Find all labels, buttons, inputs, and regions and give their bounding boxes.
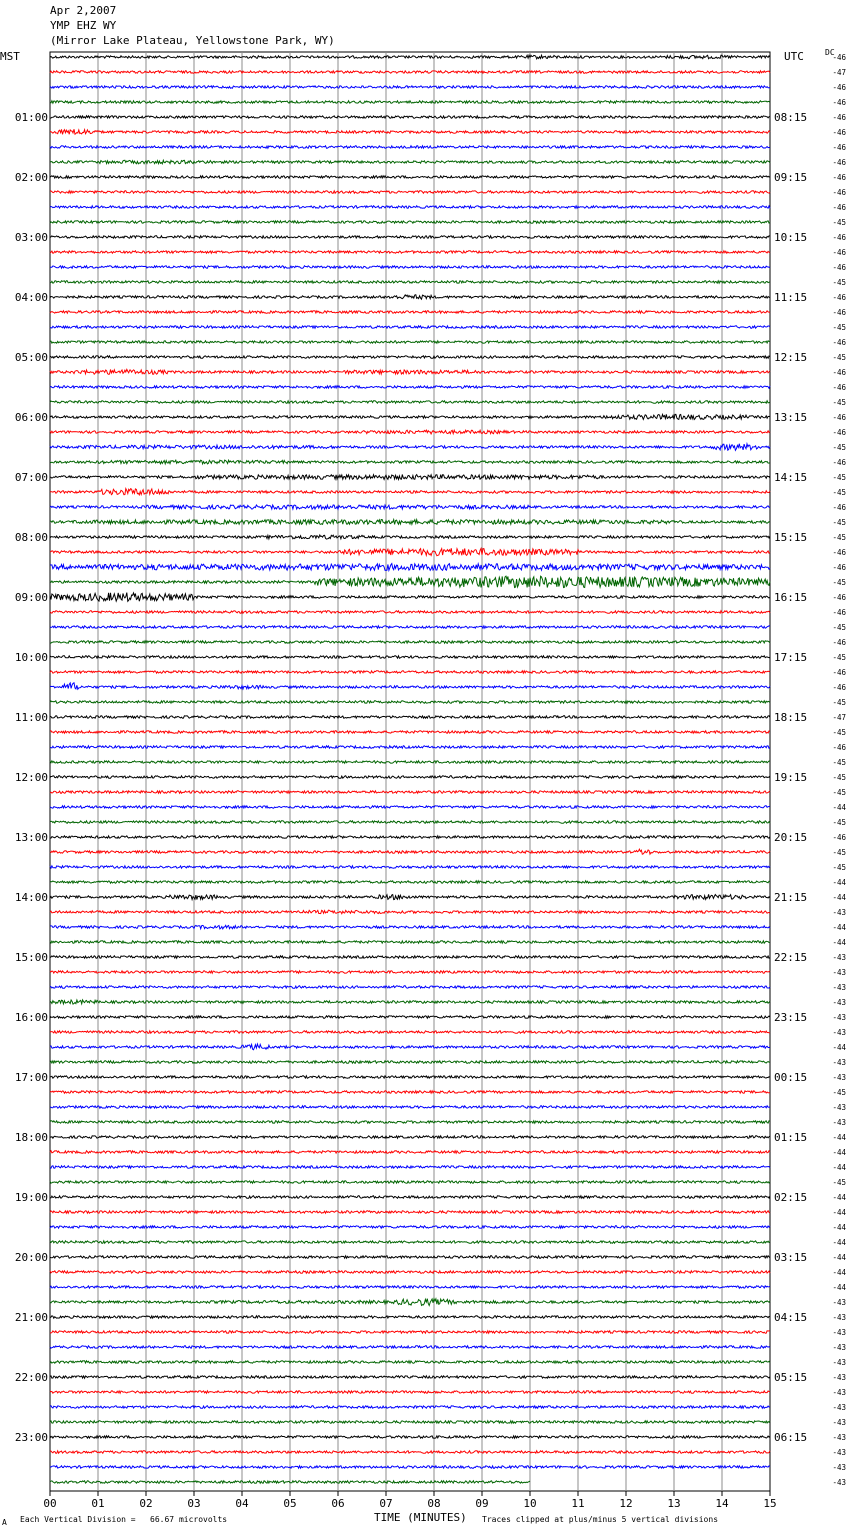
seismic-trace <box>50 369 770 374</box>
x-tick-label: 13 <box>667 1497 681 1510</box>
dc-offset-value: -44 <box>832 1193 846 1202</box>
dc-offset-value: -44 <box>832 1223 846 1232</box>
seismic-trace <box>50 1076 770 1078</box>
seismic-trace <box>50 881 770 883</box>
dc-offset-value: -47 <box>832 68 846 77</box>
dc-offset-value: -43 <box>832 1403 846 1412</box>
dc-offset-value: -44 <box>832 1133 846 1142</box>
mst-hour-label: 05:00 <box>14 351 48 364</box>
seismic-trace <box>50 1331 770 1333</box>
utc-hour-label: 12:15 <box>774 351 808 364</box>
dc-offset-value: -43 <box>832 908 846 917</box>
seismic-trace <box>50 1406 770 1408</box>
x-tick-label: 11 <box>571 1497 585 1510</box>
x-tick-label: 09 <box>475 1497 489 1510</box>
utc-hour-label: 01:15 <box>774 1131 808 1144</box>
utc-hour-label: 09:15 <box>774 171 808 184</box>
seismic-trace <box>50 206 770 208</box>
x-tick-label: 00 <box>43 1497 57 1510</box>
seismic-trace <box>50 806 770 808</box>
seismic-trace <box>50 55 770 59</box>
dc-offset-value: -46 <box>832 158 846 167</box>
dc-offset-value: -46 <box>832 428 846 437</box>
seismic-trace <box>50 295 770 300</box>
dc-offset-value: -43 <box>832 1343 846 1352</box>
seismic-trace <box>50 548 770 555</box>
dc-offset-value: -43 <box>832 1058 846 1067</box>
dc-offset-value: -46 <box>832 383 846 392</box>
utc-hour-label: 02:15 <box>774 1191 808 1204</box>
seismic-trace <box>50 489 770 495</box>
seismic-trace <box>50 71 770 73</box>
dc-offset-value: -47 <box>832 713 846 722</box>
dc-offset-value: -43 <box>832 968 846 977</box>
dc-offset-value: -46 <box>832 743 846 752</box>
dc-offset-value: -44 <box>832 1268 846 1277</box>
seismic-trace <box>50 505 770 509</box>
seismic-trace <box>50 776 770 778</box>
dc-offset-value: -43 <box>832 1118 846 1127</box>
seismic-trace <box>50 1166 770 1168</box>
dc-offset-value: -45 <box>832 218 846 227</box>
utc-hour-label: 22:15 <box>774 951 808 964</box>
dc-offset-value: -45 <box>832 1178 846 1187</box>
seismic-trace <box>50 1286 770 1288</box>
dc-offset-value: -44 <box>832 1283 846 1292</box>
seismic-trace <box>50 1346 770 1348</box>
x-tick-label: 10 <box>523 1497 537 1510</box>
clip-note: Traces clipped at plus/minus 5 vertical divisions <box>482 1515 719 1524</box>
mst-hour-label: 04:00 <box>14 291 48 304</box>
utc-hour-label: 15:15 <box>774 531 808 544</box>
dc-offset-value: -46 <box>832 143 846 152</box>
dc-offset-value: -43 <box>832 1013 846 1022</box>
seismic-trace <box>50 1316 770 1318</box>
dc-offset-value: -44 <box>832 1043 846 1052</box>
dc-offset-value: -44 <box>832 893 846 902</box>
dc-offset-value: -45 <box>832 518 846 527</box>
dc-offset-value: -44 <box>832 923 846 932</box>
seismic-trace <box>50 326 770 328</box>
seismic-trace <box>50 86 770 88</box>
dc-offset-value: -43 <box>832 983 846 992</box>
seismic-trace <box>50 731 770 733</box>
seismic-trace <box>50 866 770 868</box>
station-location: (Mirror Lake Plateau, Yellowstone Park, WY) <box>50 34 335 47</box>
seismic-trace <box>50 791 770 793</box>
seismic-trace <box>50 1196 770 1198</box>
dc-offset-value: -46 <box>832 338 846 347</box>
dc-offset-value: -43 <box>832 1463 846 1472</box>
seismic-trace <box>50 1299 770 1306</box>
dc-offset-value: -46 <box>832 113 846 122</box>
mst-hour-label: 07:00 <box>14 471 48 484</box>
seismic-trace <box>50 986 770 988</box>
seismic-trace <box>50 311 770 313</box>
seismic-trace <box>50 221 770 223</box>
mst-hour-label: 10:00 <box>14 651 48 664</box>
mst-hour-label: 20:00 <box>14 1251 48 1264</box>
seismic-trace <box>50 356 770 358</box>
seismic-trace <box>50 251 770 253</box>
mst-hour-label: 08:00 <box>14 531 48 544</box>
seismic-trace <box>50 671 770 673</box>
seismic-trace <box>50 1226 770 1228</box>
dc-offset-value: -43 <box>832 1478 846 1487</box>
seismic-trace <box>50 836 770 838</box>
mst-hour-label: 01:00 <box>14 111 48 124</box>
seismic-trace <box>50 266 770 268</box>
seismic-trace <box>50 1016 770 1018</box>
dc-offset-value: -46 <box>832 188 846 197</box>
seismic-trace <box>50 1044 770 1050</box>
dc-offset-value: -43 <box>832 1328 846 1337</box>
mst-hour-label: 13:00 <box>14 831 48 844</box>
mst-hour-label: 09:00 <box>14 591 48 604</box>
x-tick-label: 06 <box>331 1497 345 1510</box>
dc-offset-value: -43 <box>832 1388 846 1397</box>
utc-hour-label: 16:15 <box>774 591 808 604</box>
dc-offset-value: -43 <box>832 1358 846 1367</box>
seismic-trace <box>50 611 770 613</box>
seismic-trace <box>50 716 770 718</box>
dc-offset-value: -44 <box>832 1208 846 1217</box>
x-tick-label: 01 <box>91 1497 105 1510</box>
dc-offset-value: -43 <box>832 1103 846 1112</box>
dc-offset-value: -45 <box>832 533 846 542</box>
utc-hour-label: 19:15 <box>774 771 808 784</box>
dc-offset-value: -45 <box>832 1088 846 1097</box>
dc-offset-value: -43 <box>832 953 846 962</box>
mst-hour-label: 19:00 <box>14 1191 48 1204</box>
seismic-trace <box>50 1091 770 1093</box>
mst-hour-label: 11:00 <box>14 711 48 724</box>
seismic-trace <box>50 761 770 763</box>
plot-date: Apr 2,2007 <box>50 4 117 17</box>
dc-offset-value: -45 <box>832 653 846 662</box>
seismic-trace <box>50 535 770 539</box>
seismic-trace <box>50 444 770 451</box>
dc-offset-value: -45 <box>832 623 846 632</box>
seismic-trace <box>50 1211 770 1213</box>
utc-hour-label: 23:15 <box>774 1011 808 1024</box>
seismic-trace <box>50 894 770 899</box>
seismic-trace <box>50 1000 770 1004</box>
dc-offset-value: -44 <box>832 1148 846 1157</box>
mst-hour-label: 02:00 <box>14 171 48 184</box>
dc-offset-value: -44 <box>832 1253 846 1262</box>
utc-hour-label: 20:15 <box>774 831 808 844</box>
dc-offset-value: -43 <box>832 1433 846 1442</box>
x-tick-label: 08 <box>427 1497 441 1510</box>
dc-offset-value: -43 <box>832 1028 846 1037</box>
seismic-trace <box>50 101 770 103</box>
x-tick-label: 04 <box>235 1497 249 1510</box>
seismic-trace <box>50 956 770 958</box>
seismic-trace <box>50 683 770 689</box>
seismic-trace <box>50 146 770 148</box>
dc-offset-value: -46 <box>832 233 846 242</box>
dc-offset-value: -45 <box>832 278 846 287</box>
dc-offset-value: -46 <box>832 368 846 377</box>
dc-offset-value: -46 <box>832 293 846 302</box>
dc-offset-value: -44 <box>832 1238 846 1247</box>
dc-offset-value: -46 <box>832 593 846 602</box>
mst-hour-label: 06:00 <box>14 411 48 424</box>
seismic-trace <box>50 1181 770 1183</box>
seismic-trace <box>50 1061 770 1063</box>
dc-offset-value: -46 <box>832 413 846 422</box>
corner-mark: A <box>2 1518 7 1527</box>
seismic-trace <box>50 1376 770 1378</box>
dc-offset-value: -46 <box>832 683 846 692</box>
seismic-trace <box>50 641 770 643</box>
utc-hour-label: 06:15 <box>774 1431 808 1444</box>
utc-hour-label: 05:15 <box>774 1371 808 1384</box>
dc-offset-value: -46 <box>832 548 846 557</box>
seismic-trace <box>50 1121 770 1123</box>
dc-offset-value: -45 <box>832 473 846 482</box>
seismic-trace <box>50 746 770 748</box>
left-timezone-label: MST <box>0 50 20 63</box>
seismic-trace <box>50 341 770 343</box>
seismic-trace <box>50 971 770 973</box>
seismic-trace <box>50 925 770 929</box>
x-tick-label: 02 <box>139 1497 153 1510</box>
seismic-trace <box>50 1151 770 1153</box>
dc-offset-value: -45 <box>832 863 846 872</box>
utc-hour-label: 21:15 <box>774 891 808 904</box>
seismic-trace <box>50 626 770 628</box>
dc-offset-value: -43 <box>832 1418 846 1427</box>
dc-offset-value: -46 <box>832 83 846 92</box>
seismic-trace <box>50 176 770 178</box>
seismic-trace <box>50 430 770 434</box>
dc-offset-value: -45 <box>832 818 846 827</box>
dc-offset-value: -46 <box>832 53 846 62</box>
dc-offset-value: -43 <box>832 1298 846 1307</box>
dc-offset-value: -46 <box>832 263 846 272</box>
mst-hour-label: 21:00 <box>14 1311 48 1324</box>
seismic-trace <box>50 1106 770 1108</box>
utc-hour-label: 04:15 <box>774 1311 808 1324</box>
utc-hour-label: 11:15 <box>774 291 808 304</box>
x-tick-label: 03 <box>187 1497 201 1510</box>
seismic-trace <box>50 116 770 118</box>
seismic-trace <box>50 1241 770 1243</box>
dc-offset-value: -44 <box>832 803 846 812</box>
dc-offset-header: DC <box>825 48 835 57</box>
utc-hour-label: 18:15 <box>774 711 808 724</box>
mst-hour-label: 23:00 <box>14 1431 48 1444</box>
seismic-trace <box>50 1466 770 1468</box>
seismic-trace <box>50 593 770 602</box>
seismic-trace <box>50 386 770 388</box>
seismic-trace <box>50 460 770 464</box>
utc-hour-label: 08:15 <box>774 111 808 124</box>
dc-offset-value: -45 <box>832 698 846 707</box>
dc-offset-value: -45 <box>832 398 846 407</box>
seismic-trace <box>50 1031 770 1033</box>
mst-hour-label: 22:00 <box>14 1371 48 1384</box>
dc-offset-value: -43 <box>832 1448 846 1457</box>
dc-offset-value: -45 <box>832 758 846 767</box>
dc-offset-value: -46 <box>832 638 846 647</box>
dc-offset-value: -46 <box>832 458 846 467</box>
dc-offset-value: -43 <box>832 1373 846 1382</box>
seismic-trace <box>50 1256 770 1258</box>
dc-offset-value: -44 <box>832 878 846 887</box>
dc-offset-value: -46 <box>832 668 846 677</box>
mst-hour-label: 17:00 <box>14 1071 48 1084</box>
dc-offset-value: -46 <box>832 248 846 257</box>
seismic-trace <box>50 701 770 703</box>
dc-offset-value: -46 <box>832 173 846 182</box>
utc-hour-label: 14:15 <box>774 471 808 484</box>
seismic-trace <box>50 475 770 480</box>
seismic-trace <box>50 281 770 283</box>
mst-hour-label: 12:00 <box>14 771 48 784</box>
dc-offset-value: -46 <box>832 308 846 317</box>
seismic-trace <box>50 576 770 588</box>
x-tick-label: 14 <box>715 1497 729 1510</box>
dc-offset-value: -46 <box>832 98 846 107</box>
right-timezone-label: UTC <box>784 50 804 63</box>
utc-hour-label: 03:15 <box>774 1251 808 1264</box>
seismic-trace <box>50 1271 770 1273</box>
seismic-trace <box>50 849 770 854</box>
seismic-trace <box>50 564 770 571</box>
seismic-trace <box>50 910 770 914</box>
dc-offset-value: -46 <box>832 608 846 617</box>
seismic-trace <box>50 520 770 525</box>
seismic-trace <box>50 1421 770 1423</box>
dc-offset-value: -46 <box>832 563 846 572</box>
seismic-trace <box>50 129 770 134</box>
seismic-trace <box>50 941 770 943</box>
dc-offset-value: -45 <box>832 323 846 332</box>
dc-offset-value: -44 <box>832 938 846 947</box>
x-tick-label: 07 <box>379 1497 393 1510</box>
seismic-trace <box>50 656 770 658</box>
dc-offset-value: -46 <box>832 128 846 137</box>
dc-offset-value: -45 <box>832 773 846 782</box>
utc-hour-label: 00:15 <box>774 1071 808 1084</box>
x-tick-label: 12 <box>619 1497 633 1510</box>
mst-hour-label: 03:00 <box>14 231 48 244</box>
dc-offset-value: -46 <box>832 503 846 512</box>
seismic-trace <box>50 191 770 193</box>
mst-hour-label: 16:00 <box>14 1011 48 1024</box>
seismic-trace <box>50 414 770 419</box>
seismic-trace <box>50 401 770 403</box>
x-tick-label: 15 <box>763 1497 777 1510</box>
dc-offset-value: -46 <box>832 203 846 212</box>
mst-hour-label: 18:00 <box>14 1131 48 1144</box>
dc-offset-value: -46 <box>832 833 846 842</box>
seismic-trace <box>50 1136 770 1138</box>
mst-hour-label: 15:00 <box>14 951 48 964</box>
utc-hour-label: 13:15 <box>774 411 808 424</box>
seismic-trace <box>50 821 770 823</box>
station-code: YMP EHZ WY <box>50 19 117 32</box>
seismic-trace <box>50 1451 770 1453</box>
seismic-trace <box>50 1391 770 1393</box>
seismic-trace <box>50 160 770 164</box>
seismic-trace <box>50 236 770 238</box>
x-tick-label: 05 <box>283 1497 297 1510</box>
dc-offset-value: -43 <box>832 1073 846 1082</box>
seismic-trace <box>50 1436 770 1438</box>
utc-hour-label: 17:15 <box>774 651 808 664</box>
dc-offset-value: -45 <box>832 443 846 452</box>
dc-offset-value: -43 <box>832 998 846 1007</box>
dc-offset-value: -45 <box>832 353 846 362</box>
mst-hour-label: 14:00 <box>14 891 48 904</box>
dc-offset-value: -44 <box>832 1163 846 1172</box>
vertical-division-note: Each Vertical Division = 66.67 microvolts <box>20 1515 228 1524</box>
dc-offset-value: -45 <box>832 578 846 587</box>
dc-offset-value: -43 <box>832 1313 846 1322</box>
dc-offset-value: -45 <box>832 488 846 497</box>
dc-offset-value: -45 <box>832 728 846 737</box>
dc-offset-value: -45 <box>832 788 846 797</box>
seismic-trace <box>50 1361 770 1363</box>
x-axis-title: TIME (MINUTES) <box>374 1511 467 1524</box>
dc-offset-value: -45 <box>832 848 846 857</box>
utc-hour-label: 10:15 <box>774 231 808 244</box>
